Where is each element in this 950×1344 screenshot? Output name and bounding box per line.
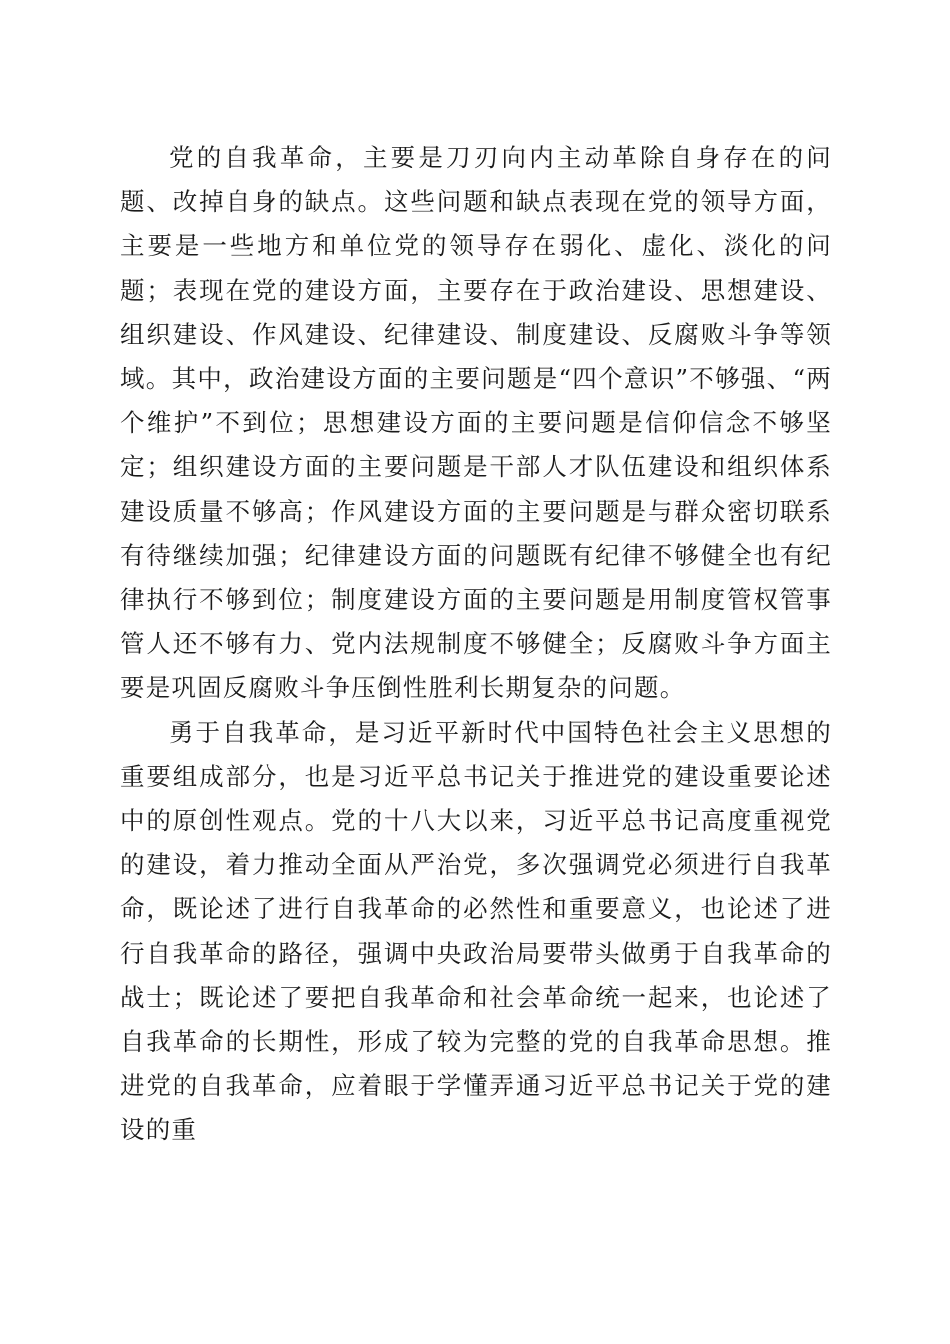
document-body <box>120 136 832 1153</box>
paragraph-2: 勇于自我革命，是习近平新时代中国特色社会主义思想的重要组成部分，也是习近平总书记关于推进党的建设重要论述中的原创性观点。党的十八大以来，习近平总书记高度重视党的建设，着力推动全面从严治党，多次强调党必须进行自我革命，既论述了进行自我革命的必然性和重要意义，也论述了进行自我革命的路径，强调中央政治局要带头做勇于自我革命的战士；既论述了要把自我革命和社会革命统一起来，也论述了自我革命的长期性，形成了较为完整的党的自我革命思想。推进党的自我革命，应着眼于学懂弄通习近平总书记关于党的建设的重 <box>120 717 832 1145</box>
paragraph-1: 党的自我革命，主要是刀刃向内主动革除自身存在的问题、改掉自身的缺点。这些问题和缺点表现在党的领导方面，主要是一些地方和单位党的领导存在弱化、虚化、淡化的问题；表现在党的建设方面，主要存在于政治建设、思想建设、组织建设、作风建设、纪律建设、制度建设、反腐败斗争等领域。其中，政治建设方面的主要问题是“四个意识”不够强、“两个维护”不到位；思想建设方面的主要问题是信仰信念不够坚定；组织建设方面的主要问题是干部人才队伍建设和组织体系建设质量不够高；作风建设方面的主要问题是与群众密切联系有待继续加强；纪律建设方面的问题既有纪律不够健全也有纪律执行不够到位；制度建设方面的主要问题是用制度管权管事管人还不够有力、党内法规制度不够健全；反腐败斗争方面主要是巩固反腐败斗争压倒性胜利长期复杂的问题。 <box>120 143 832 703</box>
